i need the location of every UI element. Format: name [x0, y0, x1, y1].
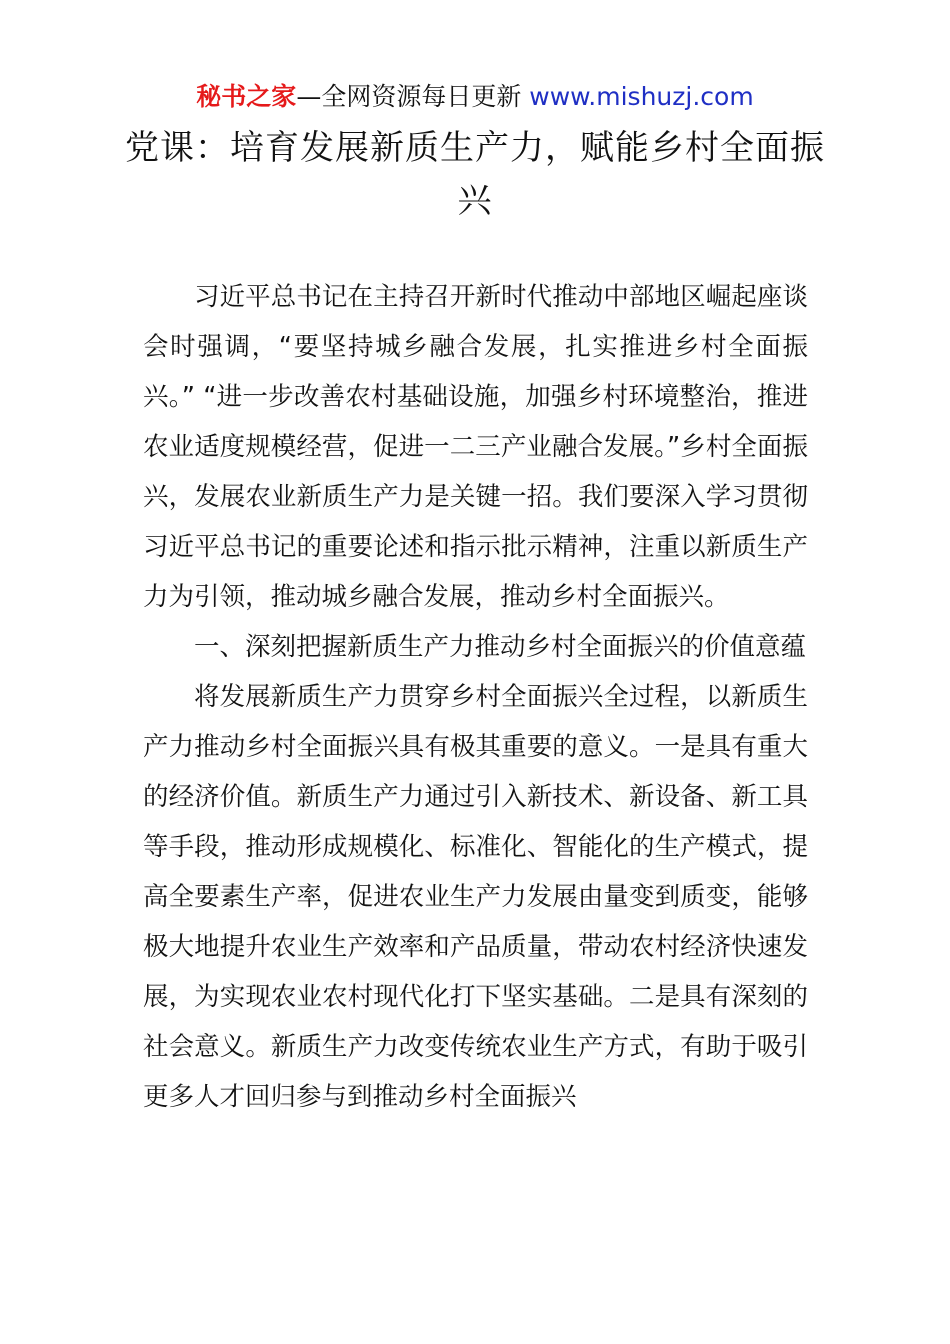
document-body: [143, 272, 808, 1122]
section-heading-1: 一、深刻把握新质生产力推动乡村全面振兴的价值意蕴: [194, 632, 807, 662]
header-tagline: —全网资源每日更新: [296, 82, 530, 111]
brand-name: 秘书之家: [196, 82, 297, 111]
document-title: 党课：培育发展新质生产力，赋能乡村全面振兴: [125, 128, 825, 221]
paragraph-section-1: 将发展新质生产力贯穿乡村全面振兴全过程，以新质生产力推动乡村全面振兴具有极其重要的意义。一是具有重大的经济价值。新质生产力通过引入新技术、新设备、新工具等手段，推动形成规模化、标准化、智能化的生产模式，提高全要素生产率，促进农业生产力发展由量变到质变，能够极大地提升农业生产效率和产品质量，带动农村经济快速发展，为实现农业农村现代化打下坚实基础。二是具有深刻的社会意义。新质生产力改变传统农业生产方式，有助于吸引更多人才回归参与到推动乡村全面振兴: [143, 682, 808, 1112]
site-header: [0, 80, 950, 114]
paragraph-intro: 习近平总书记在主持召开新时代推动中部地区崛起座谈会时强调，“要坚持城乡融合发展，扎实推进乡村全面振兴。” “进一步改善农村基础设施，加强乡村环境整治，推进农业适度规模经营，促进一二三产业融合发展。”乡村全面振兴，发展农业新质生产力是关键一招。我们要深入学习贯彻习近平总书记的重要论述和指示批示精神，注重以新质生产力为引领，推动城乡融合发展，推动乡村全面振兴。: [143, 282, 808, 612]
site-url-link[interactable]: www.mishuzj.com: [529, 82, 754, 111]
